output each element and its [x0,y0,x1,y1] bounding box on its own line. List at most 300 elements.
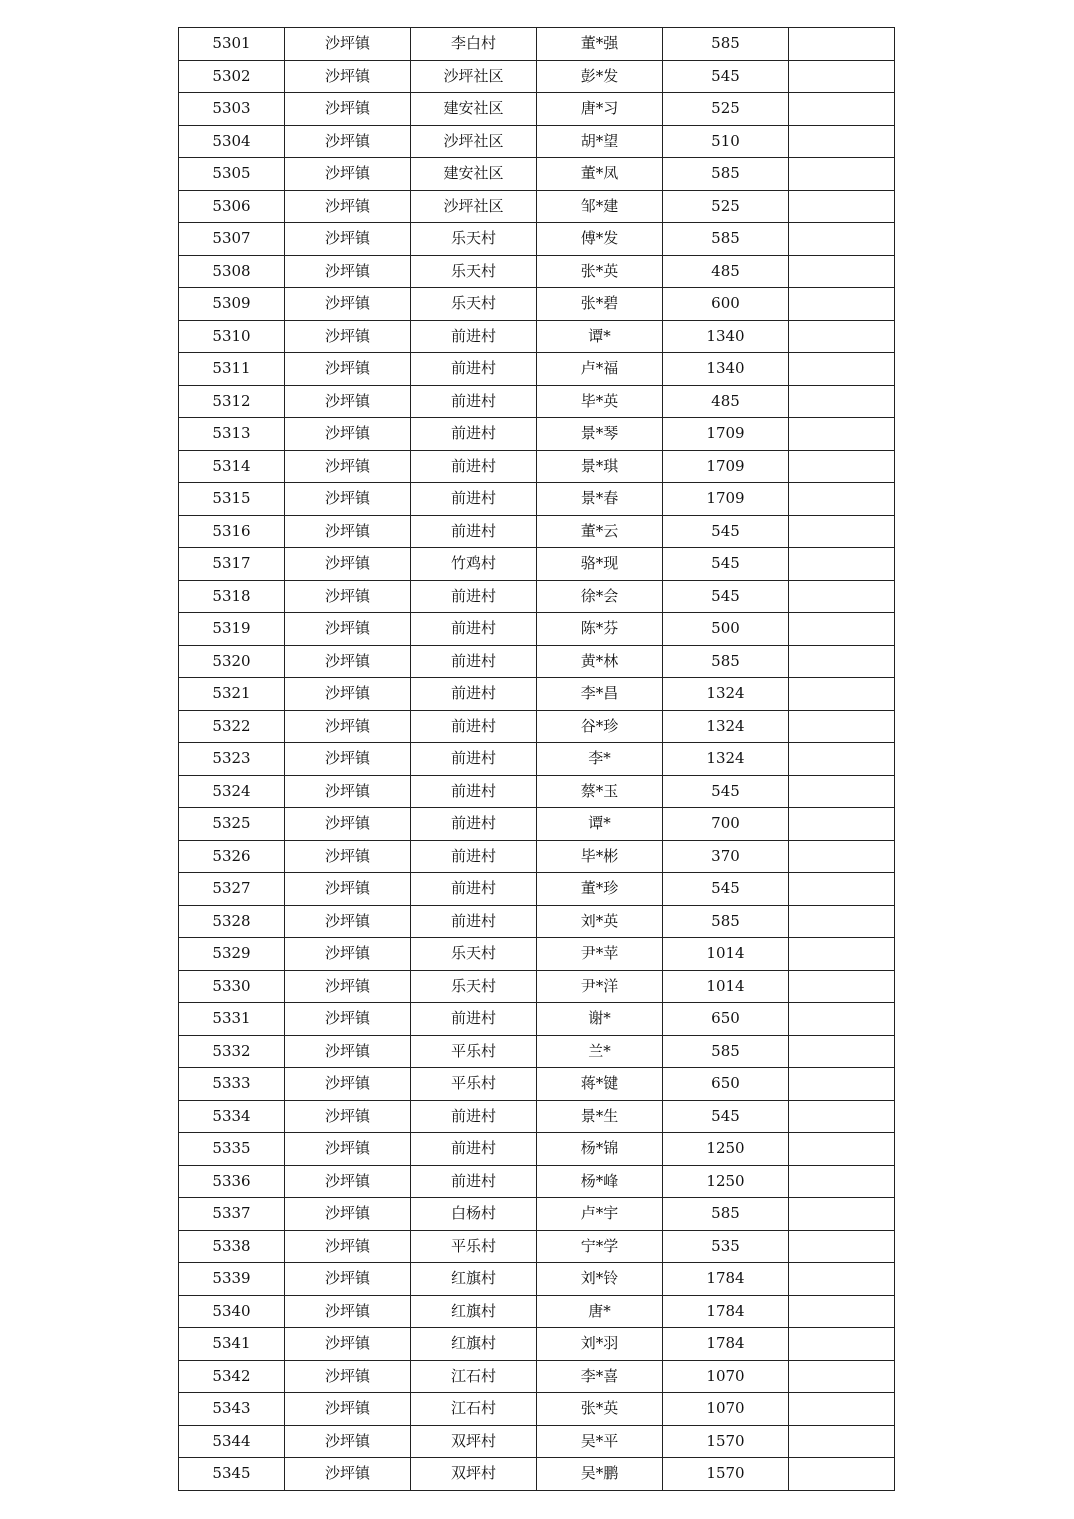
village-cell: 前进村 [411,580,537,613]
village-cell: 乐天村 [411,970,537,1003]
amount-cell: 1340 [663,320,789,353]
name-cell: 卢*宇 [537,1198,663,1231]
name-cell: 董*强 [537,28,663,61]
serial-number-cell: 5317 [179,548,285,581]
serial-number-cell: 5344 [179,1425,285,1458]
remark-cell [789,385,895,418]
serial-number-cell: 5325 [179,808,285,841]
table-row [179,1165,895,1198]
township-cell: 沙坪镇 [285,418,411,451]
remark-cell [789,93,895,126]
serial-number-cell: 5330 [179,970,285,1003]
village-cell: 乐天村 [411,938,537,971]
village-cell: 平乐村 [411,1230,537,1263]
remark-cell [789,1393,895,1426]
village-cell: 沙坪社区 [411,60,537,93]
table-row [179,678,895,711]
remark-cell [789,190,895,223]
table-row [179,645,895,678]
table-row [179,1100,895,1133]
name-cell: 董*珍 [537,873,663,906]
township-cell: 沙坪镇 [285,840,411,873]
amount-cell: 545 [663,1100,789,1133]
remark-cell [789,1458,895,1491]
remark-cell [789,645,895,678]
village-cell: 前进村 [411,450,537,483]
township-cell: 沙坪镇 [285,255,411,288]
name-cell: 李*昌 [537,678,663,711]
name-cell: 张*英 [537,255,663,288]
amount-cell: 585 [663,905,789,938]
table-row [179,840,895,873]
table-row [179,320,895,353]
table-row [179,353,895,386]
township-cell: 沙坪镇 [285,613,411,646]
township-cell: 沙坪镇 [285,548,411,581]
township-cell: 沙坪镇 [285,483,411,516]
township-cell: 沙坪镇 [285,450,411,483]
township-cell: 沙坪镇 [285,743,411,776]
amount-cell: 545 [663,60,789,93]
village-cell: 前进村 [411,1100,537,1133]
name-cell: 徐*会 [537,580,663,613]
amount-cell: 650 [663,1003,789,1036]
remark-cell [789,775,895,808]
township-cell: 沙坪镇 [285,1230,411,1263]
serial-number-cell: 5324 [179,775,285,808]
village-cell: 平乐村 [411,1068,537,1101]
remark-cell [789,840,895,873]
village-cell: 红旗村 [411,1263,537,1296]
village-cell: 平乐村 [411,1035,537,1068]
remark-cell [789,320,895,353]
township-cell: 沙坪镇 [285,710,411,743]
remark-cell [789,1425,895,1458]
village-cell: 前进村 [411,840,537,873]
name-cell: 吴*鹏 [537,1458,663,1491]
village-cell: 前进村 [411,385,537,418]
village-cell: 沙坪社区 [411,125,537,158]
amount-cell: 1014 [663,970,789,1003]
table-row [179,808,895,841]
amount-cell: 585 [663,28,789,61]
name-cell: 张*碧 [537,288,663,321]
village-cell: 前进村 [411,1165,537,1198]
name-cell: 唐* [537,1295,663,1328]
township-cell: 沙坪镇 [285,1393,411,1426]
serial-number-cell: 5318 [179,580,285,613]
remark-cell [789,1068,895,1101]
remark-cell [789,255,895,288]
table-row [179,1425,895,1458]
amount-cell: 700 [663,808,789,841]
village-cell: 双坪村 [411,1458,537,1491]
township-cell: 沙坪镇 [285,1165,411,1198]
serial-number-cell: 5331 [179,1003,285,1036]
amount-cell: 1014 [663,938,789,971]
township-cell: 沙坪镇 [285,1198,411,1231]
township-cell: 沙坪镇 [285,1068,411,1101]
amount-cell: 1070 [663,1393,789,1426]
serial-number-cell: 5342 [179,1360,285,1393]
village-cell: 李白村 [411,28,537,61]
remark-cell [789,1230,895,1263]
amount-cell: 585 [663,223,789,256]
amount-cell: 545 [663,580,789,613]
township-cell: 沙坪镇 [285,1003,411,1036]
name-cell: 景*琪 [537,450,663,483]
village-cell: 前进村 [411,645,537,678]
township-cell: 沙坪镇 [285,515,411,548]
amount-cell: 1570 [663,1425,789,1458]
serial-number-cell: 5322 [179,710,285,743]
serial-number-cell: 5334 [179,1100,285,1133]
serial-number-cell: 5304 [179,125,285,158]
remark-cell [789,28,895,61]
name-cell: 谷*珍 [537,710,663,743]
serial-number-cell: 5301 [179,28,285,61]
amount-cell: 585 [663,1035,789,1068]
name-cell: 谭* [537,808,663,841]
amount-cell: 600 [663,288,789,321]
remark-cell [789,1003,895,1036]
township-cell: 沙坪镇 [285,223,411,256]
table-row [179,1328,895,1361]
name-cell: 谢* [537,1003,663,1036]
village-cell: 乐天村 [411,255,537,288]
amount-cell: 585 [663,158,789,191]
table-row [179,743,895,776]
table-row [179,938,895,971]
serial-number-cell: 5338 [179,1230,285,1263]
amount-cell: 545 [663,873,789,906]
amount-cell: 545 [663,515,789,548]
name-cell: 骆*现 [537,548,663,581]
remark-cell [789,1263,895,1296]
serial-number-cell: 5311 [179,353,285,386]
serial-number-cell: 5329 [179,938,285,971]
table-row [179,580,895,613]
village-cell: 前进村 [411,613,537,646]
serial-number-cell: 5336 [179,1165,285,1198]
township-cell: 沙坪镇 [285,158,411,191]
name-cell: 董*云 [537,515,663,548]
name-cell: 杨*锦 [537,1133,663,1166]
amount-cell: 545 [663,548,789,581]
remark-cell [789,60,895,93]
serial-number-cell: 5312 [179,385,285,418]
village-cell: 乐天村 [411,223,537,256]
serial-number-cell: 5327 [179,873,285,906]
township-cell: 沙坪镇 [285,1458,411,1491]
name-cell: 杨*峰 [537,1165,663,1198]
township-cell: 沙坪镇 [285,1100,411,1133]
serial-number-cell: 5328 [179,905,285,938]
village-cell: 前进村 [411,515,537,548]
serial-number-cell: 5320 [179,645,285,678]
name-cell: 毕*彬 [537,840,663,873]
serial-number-cell: 5307 [179,223,285,256]
remark-cell [789,125,895,158]
table-row [179,93,895,126]
serial-number-cell: 5319 [179,613,285,646]
remark-cell [789,970,895,1003]
serial-number-cell: 5310 [179,320,285,353]
township-cell: 沙坪镇 [285,353,411,386]
name-cell: 张*英 [537,1393,663,1426]
remark-cell [789,873,895,906]
township-cell: 沙坪镇 [285,125,411,158]
amount-cell: 1709 [663,418,789,451]
village-cell: 前进村 [411,710,537,743]
remark-cell [789,1100,895,1133]
amount-cell: 1324 [663,678,789,711]
table-body [179,28,895,1491]
name-cell: 刘*英 [537,905,663,938]
township-cell: 沙坪镇 [285,1328,411,1361]
village-cell: 前进村 [411,775,537,808]
amount-cell: 1070 [663,1360,789,1393]
township-cell: 沙坪镇 [285,645,411,678]
village-cell: 红旗村 [411,1295,537,1328]
remark-cell [789,808,895,841]
amount-cell: 500 [663,613,789,646]
remark-cell [789,418,895,451]
amount-cell: 1324 [663,710,789,743]
serial-number-cell: 5333 [179,1068,285,1101]
township-cell: 沙坪镇 [285,1295,411,1328]
village-cell: 前进村 [411,873,537,906]
village-cell: 前进村 [411,320,537,353]
remark-cell [789,1035,895,1068]
village-cell: 前进村 [411,1133,537,1166]
table-row [179,288,895,321]
amount-cell: 370 [663,840,789,873]
table-row [179,1295,895,1328]
name-cell: 董*凤 [537,158,663,191]
serial-number-cell: 5314 [179,450,285,483]
remark-cell [789,450,895,483]
table-row [179,1003,895,1036]
table-row [179,60,895,93]
village-cell: 沙坪社区 [411,190,537,223]
table-row [179,1263,895,1296]
serial-number-cell: 5309 [179,288,285,321]
table-row [179,613,895,646]
table-row [179,970,895,1003]
name-cell: 陈*芬 [537,613,663,646]
township-cell: 沙坪镇 [285,93,411,126]
name-cell: 李*喜 [537,1360,663,1393]
serial-number-cell: 5345 [179,1458,285,1491]
township-cell: 沙坪镇 [285,678,411,711]
remark-cell [789,905,895,938]
village-cell: 前进村 [411,678,537,711]
remark-cell [789,288,895,321]
village-cell: 江石村 [411,1393,537,1426]
remark-cell [789,678,895,711]
table-row [179,515,895,548]
township-cell: 沙坪镇 [285,28,411,61]
township-cell: 沙坪镇 [285,1035,411,1068]
remark-cell [789,613,895,646]
table-row [179,255,895,288]
serial-number-cell: 5306 [179,190,285,223]
table-row [179,548,895,581]
table-row [179,905,895,938]
table-row [179,125,895,158]
remark-cell [789,938,895,971]
township-cell: 沙坪镇 [285,970,411,1003]
village-cell: 前进村 [411,353,537,386]
amount-cell: 485 [663,255,789,288]
serial-number-cell: 5337 [179,1198,285,1231]
township-cell: 沙坪镇 [285,1263,411,1296]
remark-cell [789,1328,895,1361]
village-cell: 前进村 [411,418,537,451]
serial-number-cell: 5313 [179,418,285,451]
township-cell: 沙坪镇 [285,1425,411,1458]
table-row [179,1360,895,1393]
village-cell: 白杨村 [411,1198,537,1231]
village-cell: 红旗村 [411,1328,537,1361]
village-cell: 江石村 [411,1360,537,1393]
remark-cell [789,158,895,191]
amount-cell: 1784 [663,1295,789,1328]
remark-cell [789,580,895,613]
village-cell: 竹鸡村 [411,548,537,581]
name-cell: 邹*建 [537,190,663,223]
township-cell: 沙坪镇 [285,580,411,613]
village-cell: 建安社区 [411,158,537,191]
name-cell: 谭* [537,320,663,353]
serial-number-cell: 5316 [179,515,285,548]
amount-cell: 1250 [663,1165,789,1198]
serial-number-cell: 5332 [179,1035,285,1068]
remark-cell [789,483,895,516]
township-cell: 沙坪镇 [285,288,411,321]
serial-number-cell: 5340 [179,1295,285,1328]
amount-cell: 1709 [663,450,789,483]
name-cell: 景*春 [537,483,663,516]
name-cell: 傅*发 [537,223,663,256]
amount-cell: 510 [663,125,789,158]
name-cell: 毕*英 [537,385,663,418]
table-row [179,450,895,483]
name-cell: 蒋*键 [537,1068,663,1101]
table-row [179,775,895,808]
table-row [179,28,895,61]
amount-cell: 485 [663,385,789,418]
serial-number-cell: 5321 [179,678,285,711]
remark-cell [789,548,895,581]
name-cell: 宁*学 [537,1230,663,1263]
township-cell: 沙坪镇 [285,60,411,93]
serial-number-cell: 5302 [179,60,285,93]
township-cell: 沙坪镇 [285,873,411,906]
serial-number-cell: 5303 [179,93,285,126]
table-row [179,158,895,191]
table-row [179,223,895,256]
village-cell: 前进村 [411,808,537,841]
township-cell: 沙坪镇 [285,938,411,971]
name-cell: 胡*望 [537,125,663,158]
remark-cell [789,710,895,743]
remark-cell [789,743,895,776]
township-cell: 沙坪镇 [285,320,411,353]
name-cell: 兰* [537,1035,663,1068]
name-cell: 黄*林 [537,645,663,678]
table-row [179,1068,895,1101]
serial-number-cell: 5339 [179,1263,285,1296]
village-cell: 前进村 [411,1003,537,1036]
village-cell: 前进村 [411,905,537,938]
table-row [179,1393,895,1426]
serial-number-cell: 5308 [179,255,285,288]
amount-cell: 525 [663,190,789,223]
table-row [179,190,895,223]
amount-cell: 1324 [663,743,789,776]
name-cell: 刘*铃 [537,1263,663,1296]
township-cell: 沙坪镇 [285,775,411,808]
data-table [178,27,895,1491]
name-cell: 李* [537,743,663,776]
remark-cell [789,1295,895,1328]
amount-cell: 525 [663,93,789,126]
remark-cell [789,515,895,548]
village-cell: 前进村 [411,483,537,516]
amount-cell: 650 [663,1068,789,1101]
serial-number-cell: 5326 [179,840,285,873]
name-cell: 尹*苹 [537,938,663,971]
serial-number-cell: 5335 [179,1133,285,1166]
table-row [179,483,895,516]
table-row [179,1133,895,1166]
village-cell: 双坪村 [411,1425,537,1458]
remark-cell [789,1133,895,1166]
serial-number-cell: 5315 [179,483,285,516]
amount-cell: 1250 [663,1133,789,1166]
amount-cell: 1570 [663,1458,789,1491]
remark-cell [789,1165,895,1198]
table-row [179,710,895,743]
amount-cell: 535 [663,1230,789,1263]
township-cell: 沙坪镇 [285,905,411,938]
table-row [179,1198,895,1231]
table-row [179,1035,895,1068]
name-cell: 刘*羽 [537,1328,663,1361]
township-cell: 沙坪镇 [285,808,411,841]
table-row [179,385,895,418]
table-row [179,1458,895,1491]
name-cell: 唐*习 [537,93,663,126]
township-cell: 沙坪镇 [285,1133,411,1166]
serial-number-cell: 5343 [179,1393,285,1426]
village-cell: 建安社区 [411,93,537,126]
name-cell: 蔡*玉 [537,775,663,808]
amount-cell: 585 [663,645,789,678]
serial-number-cell: 5323 [179,743,285,776]
amount-cell: 1784 [663,1263,789,1296]
serial-number-cell: 5305 [179,158,285,191]
remark-cell [789,1198,895,1231]
amount-cell: 1784 [663,1328,789,1361]
table-row [179,418,895,451]
name-cell: 卢*福 [537,353,663,386]
township-cell: 沙坪镇 [285,385,411,418]
name-cell: 尹*洋 [537,970,663,1003]
amount-cell: 1340 [663,353,789,386]
